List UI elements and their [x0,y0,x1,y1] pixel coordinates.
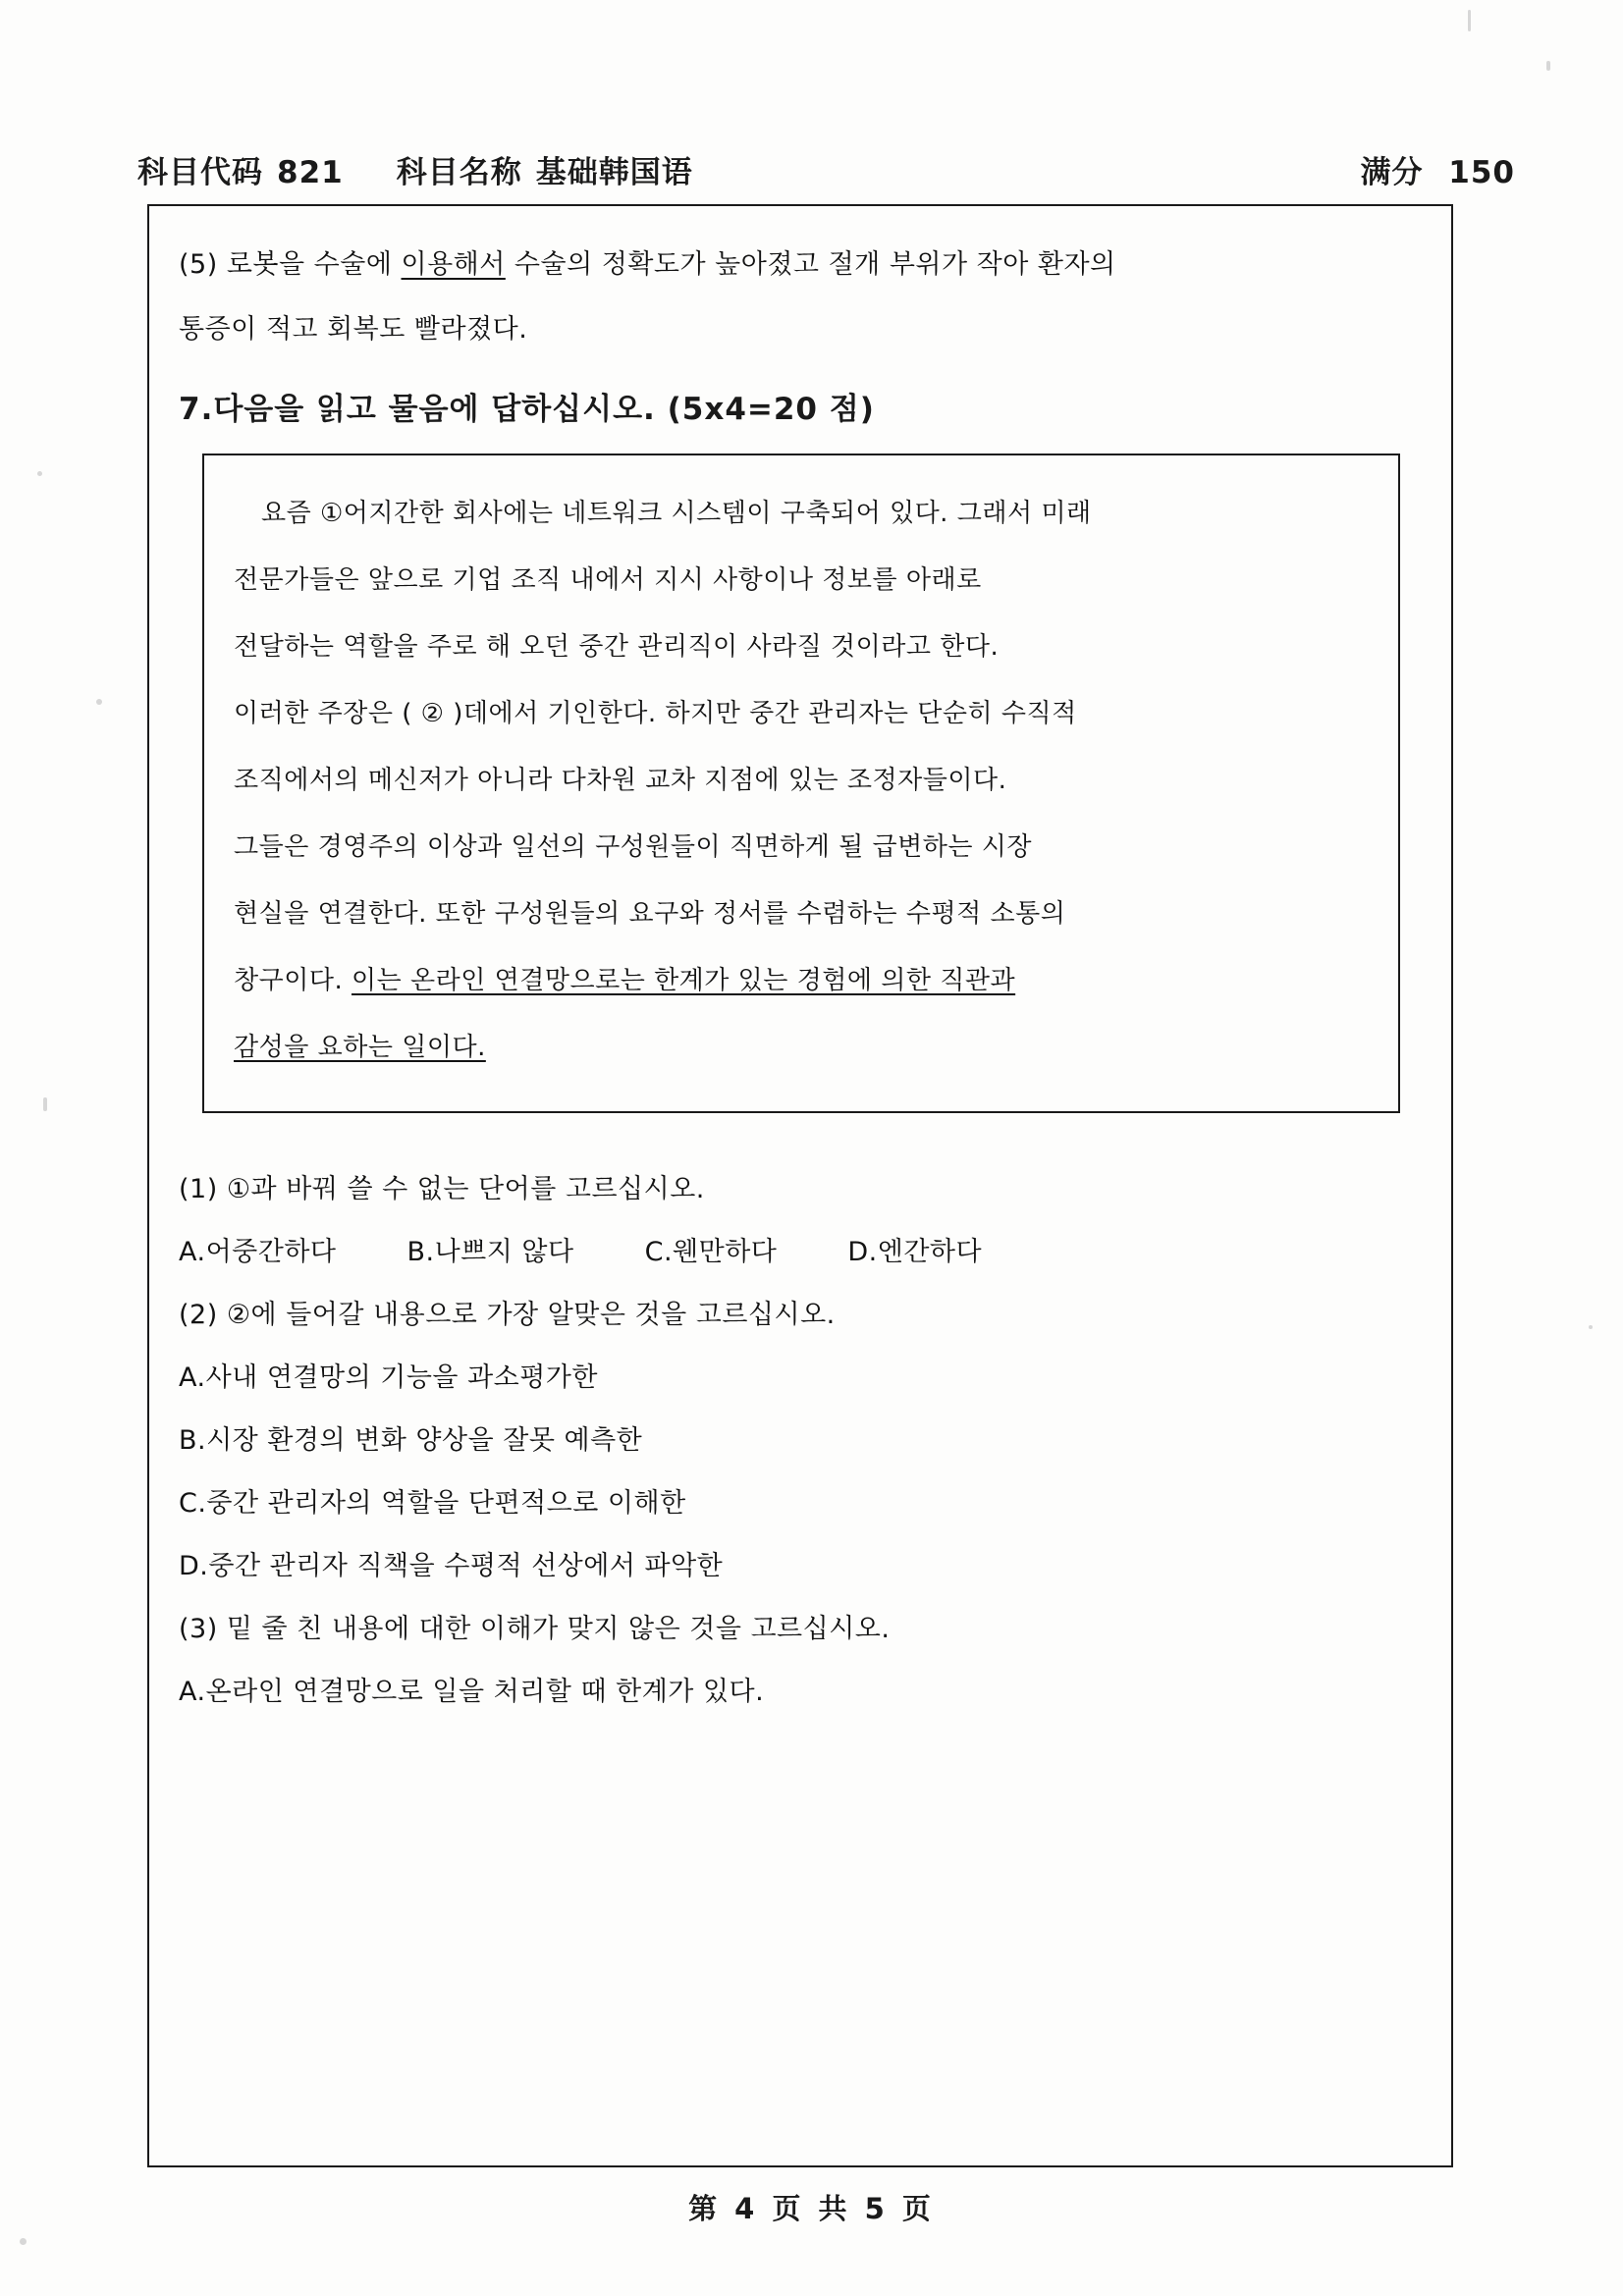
scan-speckle [43,1097,47,1111]
choice-d[interactable]: D.중간 관리자 직책을 수평적 선상에서 파악한 [179,1551,724,1581]
sub-question-2-prompt [179,1284,1424,1347]
document-header [137,147,1515,191]
passage-line: 전문가들은 앞으로 기업 조직 내에서 지시 사항이나 정보를 아래로 [234,565,982,595]
choice-c[interactable]: C.중간 관리자의 역할을 단편적으로 이해한 [179,1488,686,1519]
scan-speckle [20,2238,27,2245]
carryover-line1-after: 수술의 정확도가 높아졌고 절개 부위가 작아 환자의 [505,249,1116,280]
passage-underlined-2: 감성을 요하는 일이다. [234,1033,486,1062]
scan-speckle [96,699,102,705]
sub-question-1-choices [179,1221,1424,1284]
passage-line: 전달하는 역할을 주로 해 오던 중간 관리직이 사라질 것이라고 한다. [234,632,1000,662]
reading-passage-box [202,454,1400,1113]
carryover-underlined-word: 이용해서 [401,249,506,280]
full-marks [1360,147,1515,191]
passage-line-tail: 창구이다. [234,966,352,995]
carryover-line-1 [179,234,1424,296]
exam-content-box [147,204,1453,2167]
choice-b[interactable]: B.시장 환경의 변화 양상을 잘못 예측한 [179,1425,643,1456]
subject-code-label: 科目代码 [137,155,263,190]
scan-speckle [1546,61,1550,71]
sub-question-1-number: (1) [179,1174,218,1204]
passage-line: 요즘 ①어지간한 회사에는 네트워크 시스템이 구축되어 있다. 그래서 미래 [261,499,1092,528]
passage-line-underlined [234,1015,1369,1080]
passage-text [234,481,1369,1080]
sub-question-3-text: 밑 줄 친 내용에 대한 이해가 맞지 않은 것을 고르십시오. [226,1614,891,1644]
carryover-item [179,234,1424,361]
choice-c[interactable]: C.웬만하다 [644,1237,778,1267]
full-marks-label: 满分 [1360,155,1424,190]
page-footer: 第 4 页 共 5 页 [688,2192,935,2225]
sub-question-1-prompt [179,1158,1424,1221]
passage-line: 조직에서의 메신저가 아니라 다차원 교차 지점에 있는 조정자들이다. [234,766,1007,795]
sub-question-3-prompt [179,1598,1424,1661]
carryover-number: (5) [179,249,218,280]
choice-a[interactable]: A.어중간하다 [179,1237,337,1267]
passage-line: 그들은 경영주의 이상과 일선의 구성원들이 직면하게 될 급변하는 시장 [234,832,1032,862]
scan-speckle [1468,10,1471,31]
scan-speckle [1589,1325,1593,1329]
passage-line: 현실을 연결한다. 또한 구성원들의 요구와 정서를 수렴하는 수평적 소통의 [234,899,1066,929]
sub-question-3-number: (3) [179,1614,218,1644]
subject-name-value: 基础韩国语 [535,155,693,190]
subject-code-value: 821 [277,155,344,190]
choice-b[interactable]: B.나쁘지 않다 [406,1237,574,1267]
passage-line: 이러한 주장은 ( ② )데에서 기인한다. 하지만 중간 관리자는 단순히 수직적 [234,699,1077,728]
sub-question-2-number: (2) [179,1300,218,1330]
question-7-heading: 7.다음을 읽고 물음에 답하십시오. (5x4=20 점) [179,392,875,427]
subject-name-label: 科目名称 [396,155,522,190]
passage-line-with-underline [234,948,1369,1013]
carryover-line-2: 통증이 적고 회복도 빨라졌다. [179,314,528,345]
choice-d[interactable]: D.엔간하다 [847,1237,983,1267]
full-marks-value: 150 [1448,155,1515,190]
sub-questions [179,1158,1424,1724]
sub-question-1-text: ①과 바꿔 쓸 수 없는 단어를 고르십시오. [226,1174,705,1204]
scan-speckle [37,471,42,476]
carryover-line1-before: 로봇을 수술에 [226,249,402,280]
choice-a[interactable]: A.사내 연결망의 기능을 과소평가한 [179,1362,598,1393]
sub-question-2-text: ②에 들어갈 내용으로 가장 알맞은 것을 고르십시오. [226,1300,836,1330]
choice-a[interactable]: A.온라인 연결망으로 일을 처리할 때 한계가 있다. [179,1677,765,1707]
passage-underlined-1: 이는 온라인 연결망으로는 한계가 있는 경험에 의한 직관과 [352,966,1016,995]
